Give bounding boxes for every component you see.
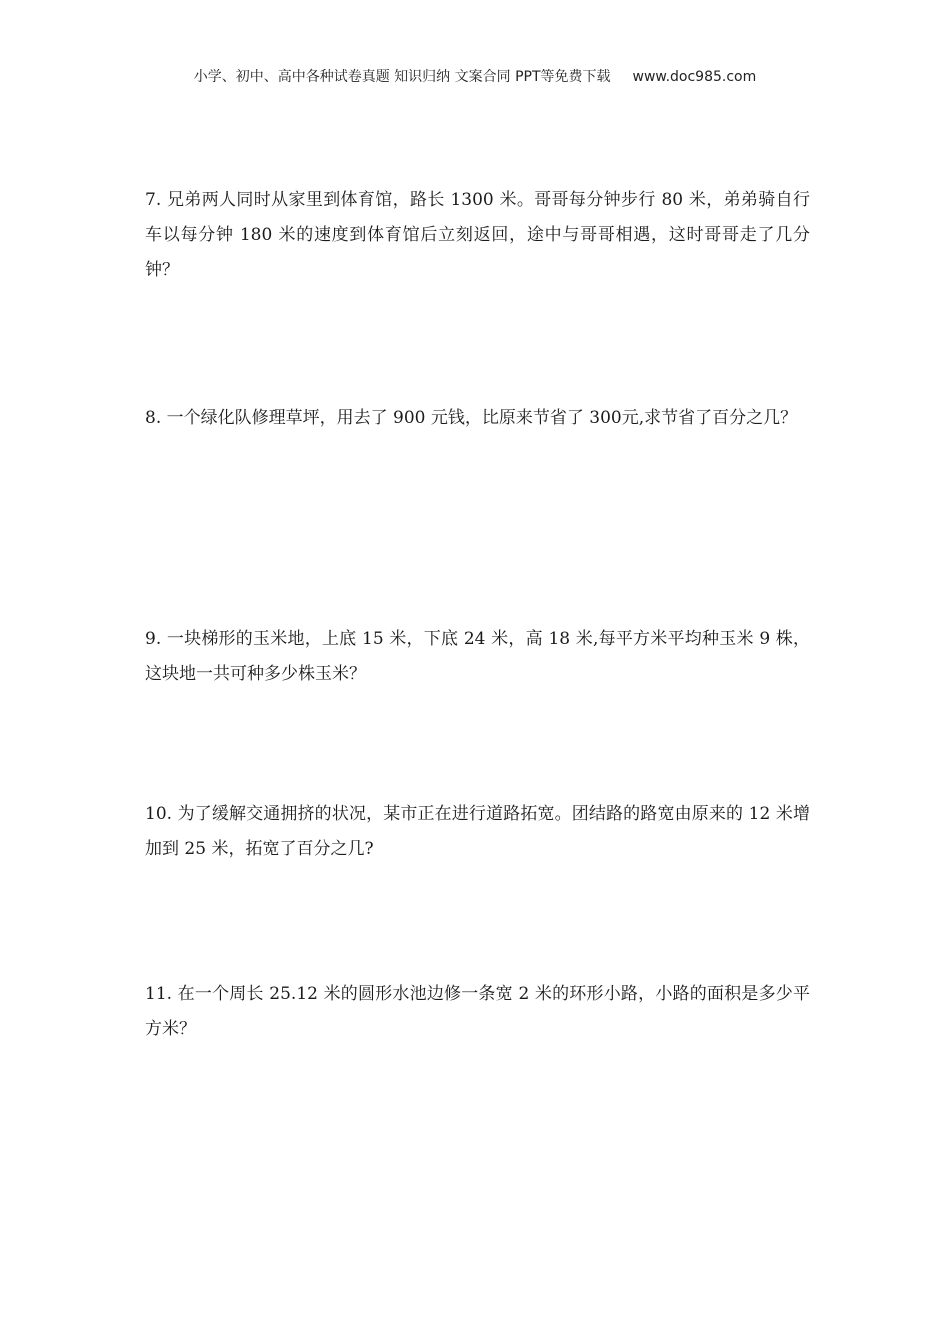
header-text: 小学、初中、高中各种试卷真题 知识归纳 文案合同 PPT等免费下载 xyxy=(193,69,611,85)
question-11: 11. 在一个周长 25.12 米的圆形水池边修一条宽 2 米的环形小路，小路的面积是多少平方米？ xyxy=(145,984,810,1039)
question-10: 10. 为了缓解交通拥挤的状况，某市正在进行道路拓宽。团结路的路宽由原来的 12 米增加到 25 米，拓宽了百分之几? xyxy=(145,804,810,859)
header-site-link[interactable]: www.doc985.com xyxy=(632,69,757,85)
page-header xyxy=(0,66,950,86)
question-7: 7. 兄弟两人同时从家里到体育馆，路长 1300 米。哥哥每分钟步行 80 米，弟弟骑自行车以每分钟 180 米的速度到体育馆后立刻返回，途中与哥哥相遇，这时哥哥走了几分钟？ xyxy=(145,190,810,280)
question-9: 9. 一块梯形的玉米地，上底 15 米，下底 24 米，高 18 米,每平方米平均种玉米 9 株，这块地一共可种多少株玉米？ xyxy=(145,629,810,684)
question-8: 8. 一个绿化队修理草坪，用去了 900 元钱，比原来节省了 300元,求节省了百分之几？ xyxy=(145,408,798,428)
